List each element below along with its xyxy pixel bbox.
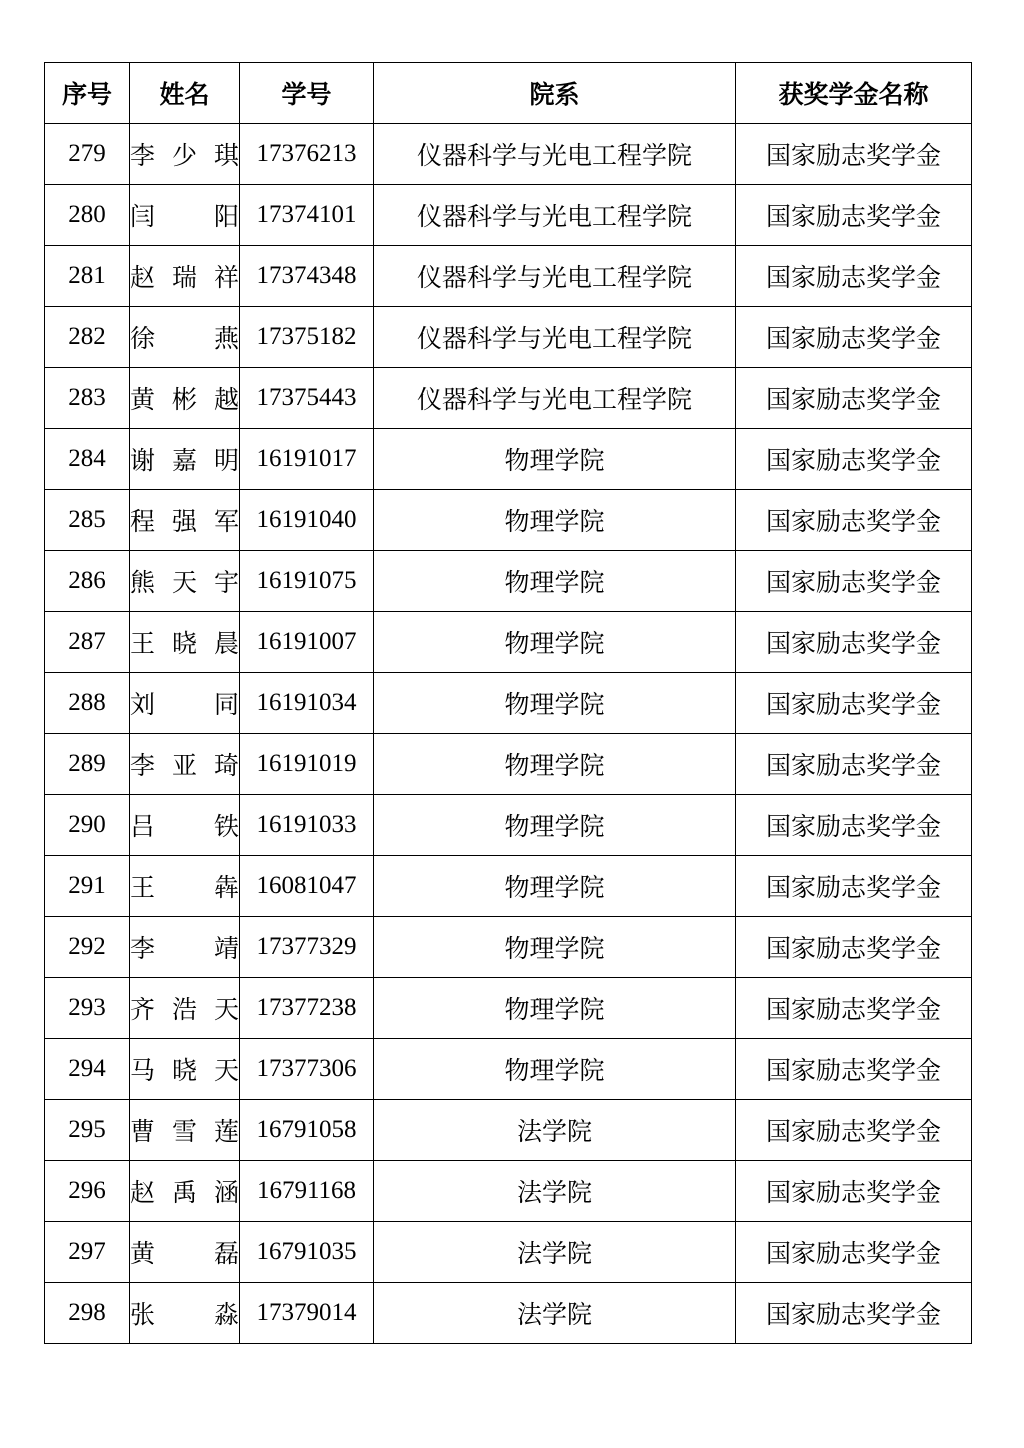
cell-seq: 293 xyxy=(45,978,130,1039)
scholarship-table xyxy=(44,62,972,1344)
cell-student-id: 17376213 xyxy=(240,124,374,185)
cell-student-id: 16791035 xyxy=(240,1222,374,1283)
table-row xyxy=(45,551,972,612)
cell-seq: 291 xyxy=(45,856,130,917)
cell-name: 马晓天 xyxy=(130,1039,240,1100)
table-row xyxy=(45,978,972,1039)
cell-seq: 288 xyxy=(45,673,130,734)
cell-department: 物理学院 xyxy=(374,856,736,917)
table-row xyxy=(45,612,972,673)
cell-department: 物理学院 xyxy=(374,734,736,795)
cell-seq: 286 xyxy=(45,551,130,612)
cell-award: 国家励志奖学金 xyxy=(736,1039,972,1100)
cell-name: 黄彬越 xyxy=(130,368,240,429)
cell-name: 赵禹涵 xyxy=(130,1161,240,1222)
table-row xyxy=(45,1100,972,1161)
cell-award: 国家励志奖学金 xyxy=(736,246,972,307)
cell-department: 物理学院 xyxy=(374,612,736,673)
cell-student-id: 17374348 xyxy=(240,246,374,307)
cell-student-id: 16191007 xyxy=(240,612,374,673)
cell-award: 国家励志奖学金 xyxy=(736,1161,972,1222)
table-row xyxy=(45,185,972,246)
cell-department: 物理学院 xyxy=(374,795,736,856)
cell-award: 国家励志奖学金 xyxy=(736,551,972,612)
cell-department: 物理学院 xyxy=(374,917,736,978)
cell-seq: 298 xyxy=(45,1283,130,1344)
cell-award: 国家励志奖学金 xyxy=(736,185,972,246)
cell-award: 国家励志奖学金 xyxy=(736,490,972,551)
header-student-id: 学号 xyxy=(240,63,374,124)
cell-department: 仪器科学与光电工程学院 xyxy=(374,246,736,307)
header-department: 院系 xyxy=(374,63,736,124)
cell-seq: 287 xyxy=(45,612,130,673)
cell-student-id: 17377306 xyxy=(240,1039,374,1100)
cell-award: 国家励志奖学金 xyxy=(736,124,972,185)
cell-name: 黄磊 xyxy=(130,1222,240,1283)
cell-award: 国家励志奖学金 xyxy=(736,795,972,856)
table-row xyxy=(45,307,972,368)
cell-department: 仪器科学与光电工程学院 xyxy=(374,124,736,185)
cell-student-id: 16191075 xyxy=(240,551,374,612)
cell-student-id: 16191040 xyxy=(240,490,374,551)
cell-seq: 289 xyxy=(45,734,130,795)
cell-award: 国家励志奖学金 xyxy=(736,429,972,490)
cell-department: 法学院 xyxy=(374,1100,736,1161)
cell-department: 法学院 xyxy=(374,1222,736,1283)
cell-award: 国家励志奖学金 xyxy=(736,612,972,673)
cell-department: 物理学院 xyxy=(374,978,736,1039)
cell-student-id: 16791058 xyxy=(240,1100,374,1161)
cell-seq: 283 xyxy=(45,368,130,429)
table-row xyxy=(45,856,972,917)
cell-award: 国家励志奖学金 xyxy=(736,1100,972,1161)
cell-name: 徐燕 xyxy=(130,307,240,368)
cell-name: 齐浩天 xyxy=(130,978,240,1039)
table-row xyxy=(45,1161,972,1222)
table-row xyxy=(45,1283,972,1344)
cell-student-id: 17377238 xyxy=(240,978,374,1039)
cell-student-id: 17374101 xyxy=(240,185,374,246)
cell-name: 程强军 xyxy=(130,490,240,551)
cell-department: 仪器科学与光电工程学院 xyxy=(374,307,736,368)
cell-award: 国家励志奖学金 xyxy=(736,978,972,1039)
cell-department: 物理学院 xyxy=(374,490,736,551)
cell-name: 刘同 xyxy=(130,673,240,734)
header-name: 姓名 xyxy=(130,63,240,124)
table-row xyxy=(45,917,972,978)
cell-name: 李少琪 xyxy=(130,124,240,185)
cell-seq: 285 xyxy=(45,490,130,551)
cell-student-id: 16791168 xyxy=(240,1161,374,1222)
cell-name: 张淼 xyxy=(130,1283,240,1344)
cell-department: 仪器科学与光电工程学院 xyxy=(374,368,736,429)
cell-name: 曹雪莲 xyxy=(130,1100,240,1161)
cell-name: 赵瑞祥 xyxy=(130,246,240,307)
table-header-row xyxy=(45,63,972,124)
cell-student-id: 16191034 xyxy=(240,673,374,734)
table-row xyxy=(45,490,972,551)
cell-student-id: 17375443 xyxy=(240,368,374,429)
cell-department: 物理学院 xyxy=(374,673,736,734)
cell-department: 物理学院 xyxy=(374,551,736,612)
cell-award: 国家励志奖学金 xyxy=(736,1222,972,1283)
cell-student-id: 17377329 xyxy=(240,917,374,978)
cell-award: 国家励志奖学金 xyxy=(736,917,972,978)
table-row xyxy=(45,368,972,429)
table-row xyxy=(45,429,972,490)
cell-student-id: 17375182 xyxy=(240,307,374,368)
cell-department: 法学院 xyxy=(374,1283,736,1344)
cell-seq: 297 xyxy=(45,1222,130,1283)
table-row xyxy=(45,1039,972,1100)
table-body xyxy=(45,124,972,1344)
header-award: 获奖学金名称 xyxy=(736,63,972,124)
cell-student-id: 16081047 xyxy=(240,856,374,917)
cell-department: 物理学院 xyxy=(374,429,736,490)
cell-award: 国家励志奖学金 xyxy=(736,307,972,368)
cell-seq: 280 xyxy=(45,185,130,246)
table-row xyxy=(45,246,972,307)
cell-seq: 295 xyxy=(45,1100,130,1161)
cell-seq: 296 xyxy=(45,1161,130,1222)
table-row xyxy=(45,795,972,856)
cell-name: 李靖 xyxy=(130,917,240,978)
cell-award: 国家励志奖学金 xyxy=(736,856,972,917)
cell-award: 国家励志奖学金 xyxy=(736,734,972,795)
cell-department: 仪器科学与光电工程学院 xyxy=(374,185,736,246)
header-seq: 序号 xyxy=(45,63,130,124)
cell-name: 闫阳 xyxy=(130,185,240,246)
cell-award: 国家励志奖学金 xyxy=(736,1283,972,1344)
cell-student-id: 16191019 xyxy=(240,734,374,795)
cell-seq: 292 xyxy=(45,917,130,978)
cell-name: 熊天宇 xyxy=(130,551,240,612)
cell-name: 李亚琦 xyxy=(130,734,240,795)
cell-student-id: 16191017 xyxy=(240,429,374,490)
cell-seq: 284 xyxy=(45,429,130,490)
cell-seq: 281 xyxy=(45,246,130,307)
table-row xyxy=(45,1222,972,1283)
cell-name: 吕铁 xyxy=(130,795,240,856)
cell-student-id: 16191033 xyxy=(240,795,374,856)
cell-award: 国家励志奖学金 xyxy=(736,673,972,734)
cell-seq: 282 xyxy=(45,307,130,368)
cell-name: 王犇 xyxy=(130,856,240,917)
cell-award: 国家励志奖学金 xyxy=(736,368,972,429)
cell-department: 物理学院 xyxy=(374,1039,736,1100)
table-row xyxy=(45,673,972,734)
cell-name: 谢嘉明 xyxy=(130,429,240,490)
cell-student-id: 17379014 xyxy=(240,1283,374,1344)
cell-seq: 279 xyxy=(45,124,130,185)
cell-seq: 290 xyxy=(45,795,130,856)
table-row xyxy=(45,734,972,795)
cell-name: 王晓晨 xyxy=(130,612,240,673)
cell-seq: 294 xyxy=(45,1039,130,1100)
cell-department: 法学院 xyxy=(374,1161,736,1222)
table-row xyxy=(45,124,972,185)
